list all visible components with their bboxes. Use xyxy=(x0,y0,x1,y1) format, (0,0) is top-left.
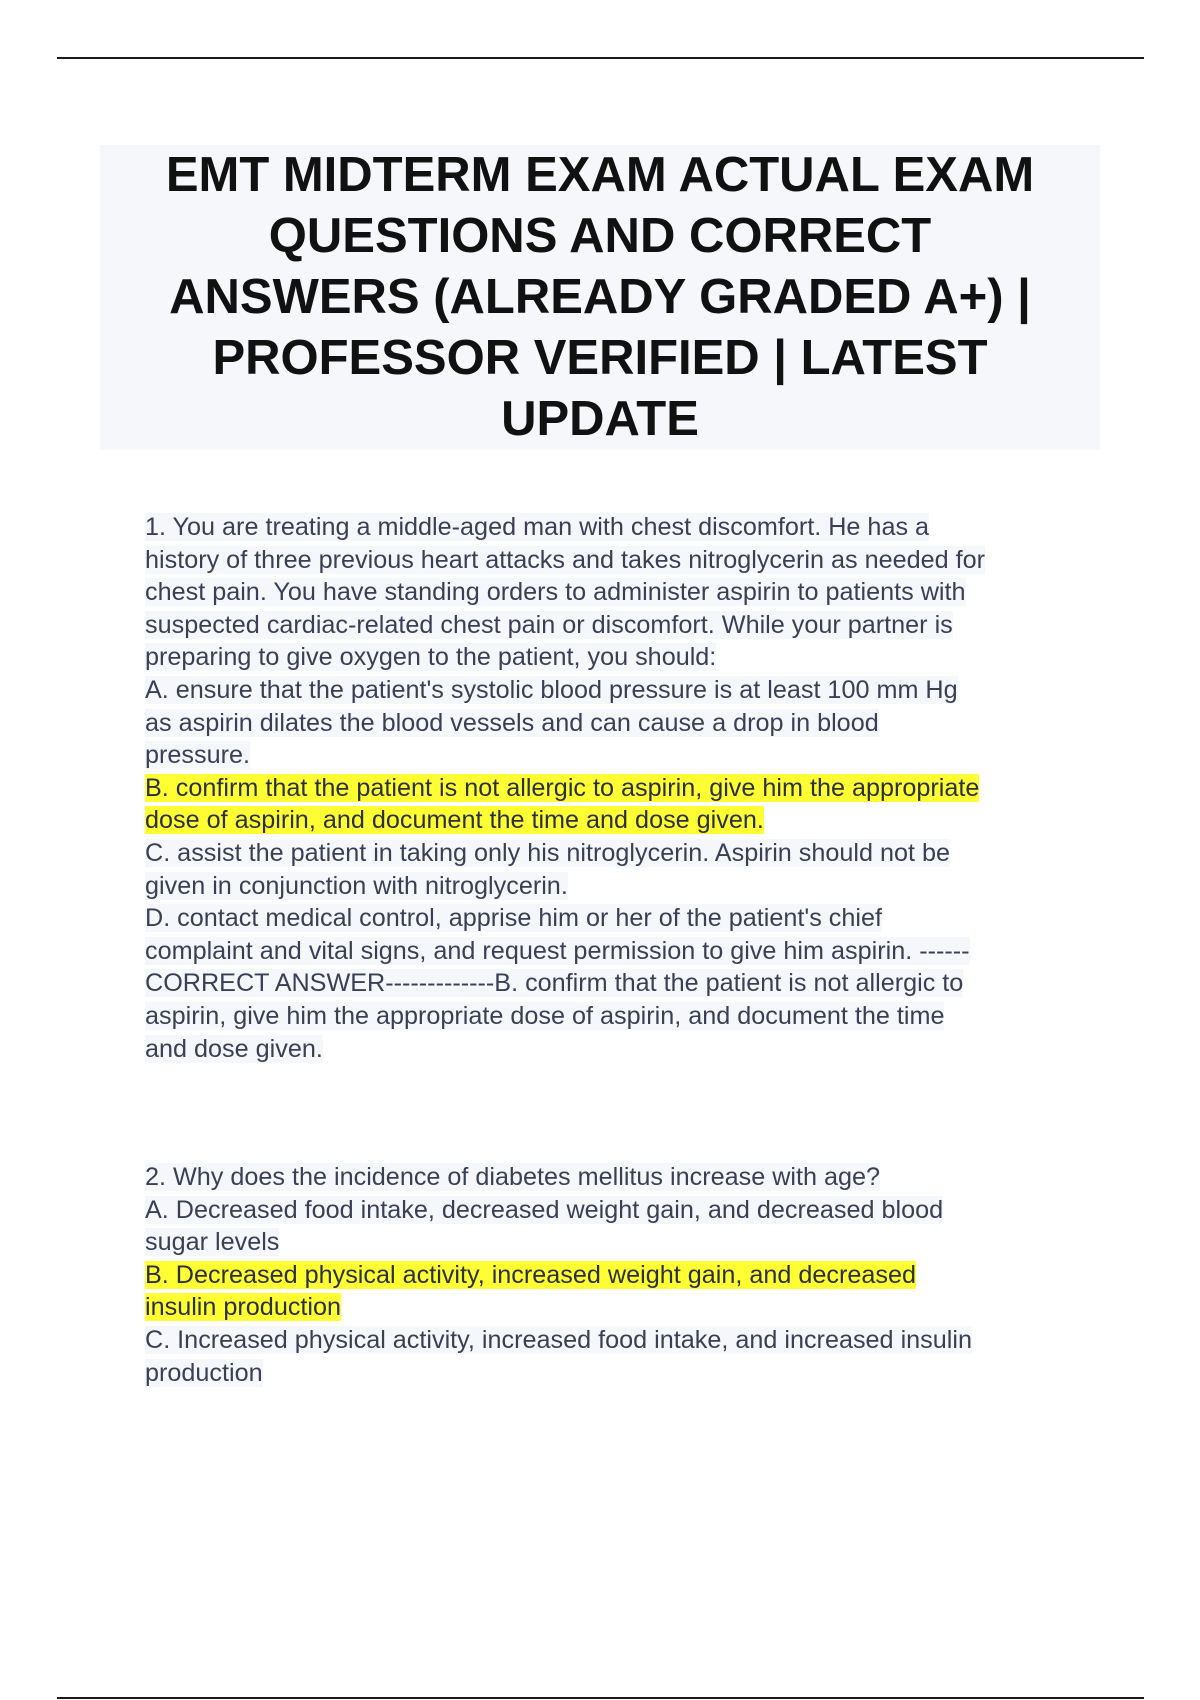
bottom-rule xyxy=(57,1697,1144,1699)
document-title xyxy=(100,145,1100,450)
question-1-correct-answer: aspirin, give him the appropriate dose of aspirin, and document the time xyxy=(145,1001,945,1030)
question-2-option-b-highlighted: B. Decreased physical activity, increased weight gain, and decreased xyxy=(145,1260,916,1289)
question-2-option-b-highlighted: insulin production xyxy=(145,1293,342,1322)
title-line: UPDATE xyxy=(100,389,1100,450)
question-1-stem-line: preparing to give oxygen to the patient, you should: xyxy=(145,643,717,672)
question-2 xyxy=(145,1161,1095,1389)
title-line: QUESTIONS AND CORRECT xyxy=(100,206,1100,267)
question-1-option-a: pressure. xyxy=(145,741,250,770)
question-1-option-b-highlighted: B. confirm that the patient is not allergic to aspirin, give him the appropriate xyxy=(145,773,980,802)
question-1-correct-answer: and dose given. xyxy=(145,1034,323,1063)
question-2-option-a: sugar levels xyxy=(145,1228,280,1257)
title-line: ANSWERS (ALREADY GRADED A+) | xyxy=(100,267,1100,328)
question-2-option-c: C. Increased physical activity, increased food intake, and increased insulin xyxy=(145,1325,972,1354)
title-line: PROFESSOR VERIFIED | LATEST xyxy=(100,328,1100,389)
question-2-stem-line: 2. Why does the incidence of diabetes mellitus increase with age? xyxy=(145,1163,881,1191)
question-1 xyxy=(145,511,1095,1065)
question-1-stem-line: 1. You are treating a middle-aged man with chest discomfort. He has a xyxy=(145,513,930,541)
top-rule xyxy=(57,57,1144,59)
question-1-correct-answer: CORRECT ANSWER-------------B. confirm that the patient is not allergic to xyxy=(145,969,964,998)
question-1-option-c: given in conjunction with nitroglycerin. xyxy=(145,871,568,900)
question-1-option-d: complaint and vital signs, and request permission to give him aspirin. ------ xyxy=(145,936,970,965)
question-1-stem-line: history of three previous heart attacks and takes nitroglycerin as needed for xyxy=(145,545,986,574)
question-1-stem-line: chest pain. You have standing orders to administer aspirin to patients with xyxy=(145,578,966,607)
question-1-stem-line: suspected cardiac-related chest pain or discomfort. While your partner is xyxy=(145,610,953,639)
question-1-option-d: D. contact medical control, apprise him or her of the patient's chief xyxy=(145,904,883,933)
question-1-option-a: A. ensure that the patient's systolic blood pressure is at least 100 mm Hg xyxy=(145,675,958,704)
question-2-option-a: A. Decreased food intake, decreased weight gain, and decreased blood xyxy=(145,1195,944,1224)
question-1-option-a: as aspirin dilates the blood vessels and can cause a drop in blood xyxy=(145,708,879,737)
question-1-option-c: C. assist the patient in taking only his nitroglycerin. Aspirin should not be xyxy=(145,838,951,867)
question-2-option-c: production xyxy=(145,1358,263,1387)
question-1-option-b-highlighted: dose of aspirin, and document the time and dose given. xyxy=(145,806,764,835)
title-line: EMT MIDTERM EXAM ACTUAL EXAM xyxy=(100,145,1100,206)
